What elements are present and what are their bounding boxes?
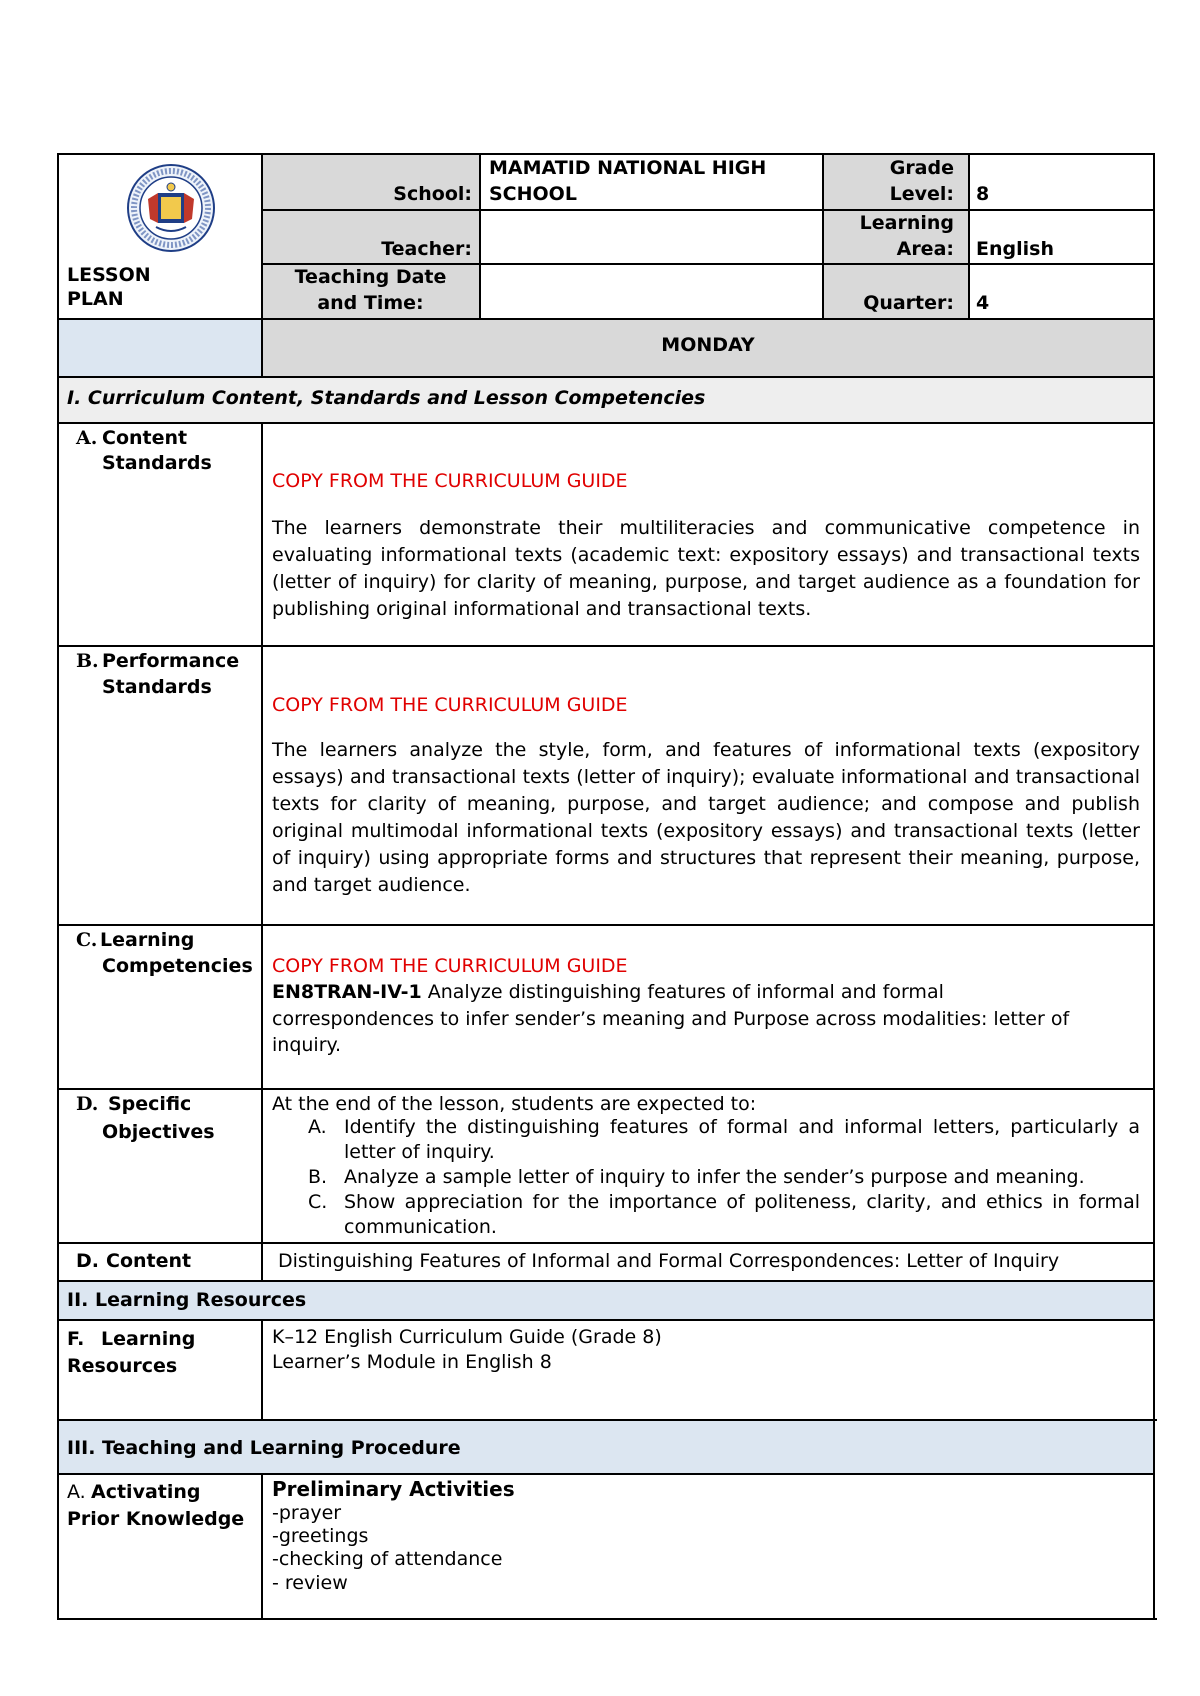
learning-resources-label: Learning [101, 1328, 196, 1350]
objective-item [272, 1115, 1140, 1165]
performance-standards-paragraph: The learners analyze the style, form, and features of informational texts (expository essays) and transactional texts (letter of inquiry); evaluate informational and transactional texts for clarity of meaning, purpose, and target audience; and compose and publish original multimodal informational texts (expository essays) and transactional texts (letter of inquiry) using appropriate forms and structures that represent their meaning, purpose, and target audience. [272, 739, 1140, 896]
rule [57, 1473, 1155, 1475]
rule [57, 1618, 1157, 1620]
rule [261, 1319, 263, 1420]
objective-marker: B. [308, 1166, 328, 1188]
objective-text: Show appreciation for the importance of politeness, clarity, and ethics in formal communication. [344, 1191, 1140, 1238]
rule [261, 209, 1155, 211]
competency-text: Analyze distinguishing features of informal and formal [421, 981, 944, 1003]
objective-item [272, 1165, 1140, 1190]
preliminary-activity-item: -checking of attendance [272, 1548, 503, 1570]
rule [261, 1473, 263, 1619]
rule [57, 153, 1155, 155]
section3-title: III. Teaching and Learning Procedure [67, 1437, 461, 1459]
rule [57, 153, 59, 1620]
content-standards-text [272, 515, 1140, 623]
deped-seal-logo [126, 163, 216, 253]
lesson-plan-label: LESSON [67, 264, 151, 286]
preliminary-activity-item: - review [272, 1572, 348, 1594]
objective-item [272, 1190, 1140, 1240]
learning-competencies-line: correspondences to infer sender’s meaning and Purpose across modalities: letter of [272, 1008, 1070, 1030]
rule [479, 153, 481, 319]
rule [57, 1319, 1155, 1321]
specific-objectives-list [272, 1115, 1140, 1240]
rule [57, 318, 1155, 320]
performance-standards-marker: B. [76, 650, 99, 672]
rule [57, 1419, 1157, 1421]
rule [57, 645, 1155, 647]
teaching-date-label: Teaching Date [294, 266, 447, 288]
content-standards-note: COPY FROM THE CURRICULUM GUIDE [272, 470, 628, 492]
content-label: Content [106, 1250, 192, 1272]
activating-marker: A. [67, 1481, 86, 1503]
learning-competencies-line: inquiry. [272, 1034, 342, 1056]
rule [261, 263, 1155, 265]
learning-competencies-note: COPY FROM THE CURRICULUM GUIDE [272, 955, 628, 977]
rule [261, 422, 263, 1281]
preliminary-activity-item: -greetings [272, 1525, 369, 1547]
specific-objectives-marker: D. [76, 1093, 99, 1115]
content-marker: D. [76, 1250, 99, 1272]
specific-objectives-label: Objectives [102, 1121, 215, 1143]
teacher-label: Teacher: [381, 238, 472, 260]
teaching-date-label: and Time: [317, 292, 424, 314]
rule [57, 924, 1155, 926]
performance-standards-text [272, 737, 1140, 899]
activating-label: Prior Knowledge [67, 1508, 245, 1530]
section1-title: I. Curriculum Content, Standards and Lesson Competencies [67, 387, 706, 409]
performance-standards-label: Standards [102, 676, 212, 698]
learning-area-label: Area: [896, 238, 954, 260]
activating-label: Activating [91, 1481, 201, 1503]
section2-title: II. Learning Resources [67, 1289, 307, 1311]
content-standards-marker: A. [76, 427, 98, 449]
objective-marker: A. [308, 1116, 327, 1138]
learning-competencies-label: Learning [100, 929, 195, 951]
performance-standards-note: COPY FROM THE CURRICULUM GUIDE [272, 694, 628, 716]
rule [57, 376, 1155, 378]
specific-objectives-label: Specific [108, 1093, 192, 1115]
learning-competencies-label: Competencies [102, 955, 253, 977]
rule [57, 1280, 1155, 1282]
content-text: Distinguishing Features of Informal and Formal Correspondences: Letter of Inquiry [278, 1250, 1060, 1272]
preliminary-activity-item: -prayer [272, 1502, 342, 1524]
rule [57, 1088, 1155, 1090]
objective-marker: C. [308, 1191, 328, 1213]
quarter-label: Quarter: [863, 292, 954, 314]
grade-level-value: 8 [976, 183, 990, 205]
rule [1153, 153, 1155, 1620]
rule [822, 153, 824, 319]
learning-resources-marker: F. [67, 1328, 85, 1350]
school-value: MAMATID NATIONAL HIGH [489, 157, 767, 179]
content-standards-paragraph: The learners demonstrate their multiliteracies and communicative competence in evaluating informational texts (academic text: expository essays) and transactional texts (letter of inquiry) for clarity of meaning, purpose, and target audience as a foundation for publishing original informational and transactional texts. [272, 517, 1140, 620]
performance-standards-label: Performance [102, 650, 240, 672]
learning-resources-item: Learner’s Module in English 8 [272, 1351, 552, 1373]
rule [968, 153, 970, 319]
lesson-plan-label: PLAN [67, 288, 124, 310]
rule [57, 422, 1155, 424]
learning-resources-item: K–12 English Curriculum Guide (Grade 8) [272, 1326, 662, 1348]
preliminary-activities-heading: Preliminary Activities [272, 1477, 515, 1501]
learning-area-value: English [976, 238, 1054, 260]
learning-competencies-marker: C. [76, 929, 98, 951]
learning-competencies-line [272, 981, 944, 1003]
content-standards-label: Standards [102, 452, 212, 474]
learning-resources-label: Resources [67, 1355, 178, 1377]
specific-objectives-intro: At the end of the lesson, students are expected to: [272, 1093, 757, 1115]
school-label: School: [393, 183, 472, 205]
day-left-cell [58, 319, 261, 376]
learning-area-label: Learning [859, 212, 954, 234]
grade-level-label: Level: [889, 183, 954, 205]
rule [57, 1242, 1155, 1244]
content-standards-label: Content [102, 427, 188, 449]
grade-level-label: Grade [889, 157, 954, 179]
competency-code: EN8TRAN-IV-1 [272, 981, 422, 1003]
school-value: SCHOOL [489, 183, 577, 205]
objective-text: Analyze a sample letter of inquiry to infer the sender’s purpose and meaning. [344, 1166, 1085, 1188]
objective-text: Identify the distinguishing features of formal and informal letters, particularly a letter of inquiry. [344, 1116, 1140, 1163]
quarter-value: 4 [976, 292, 990, 314]
day-heading: MONDAY [661, 334, 755, 356]
